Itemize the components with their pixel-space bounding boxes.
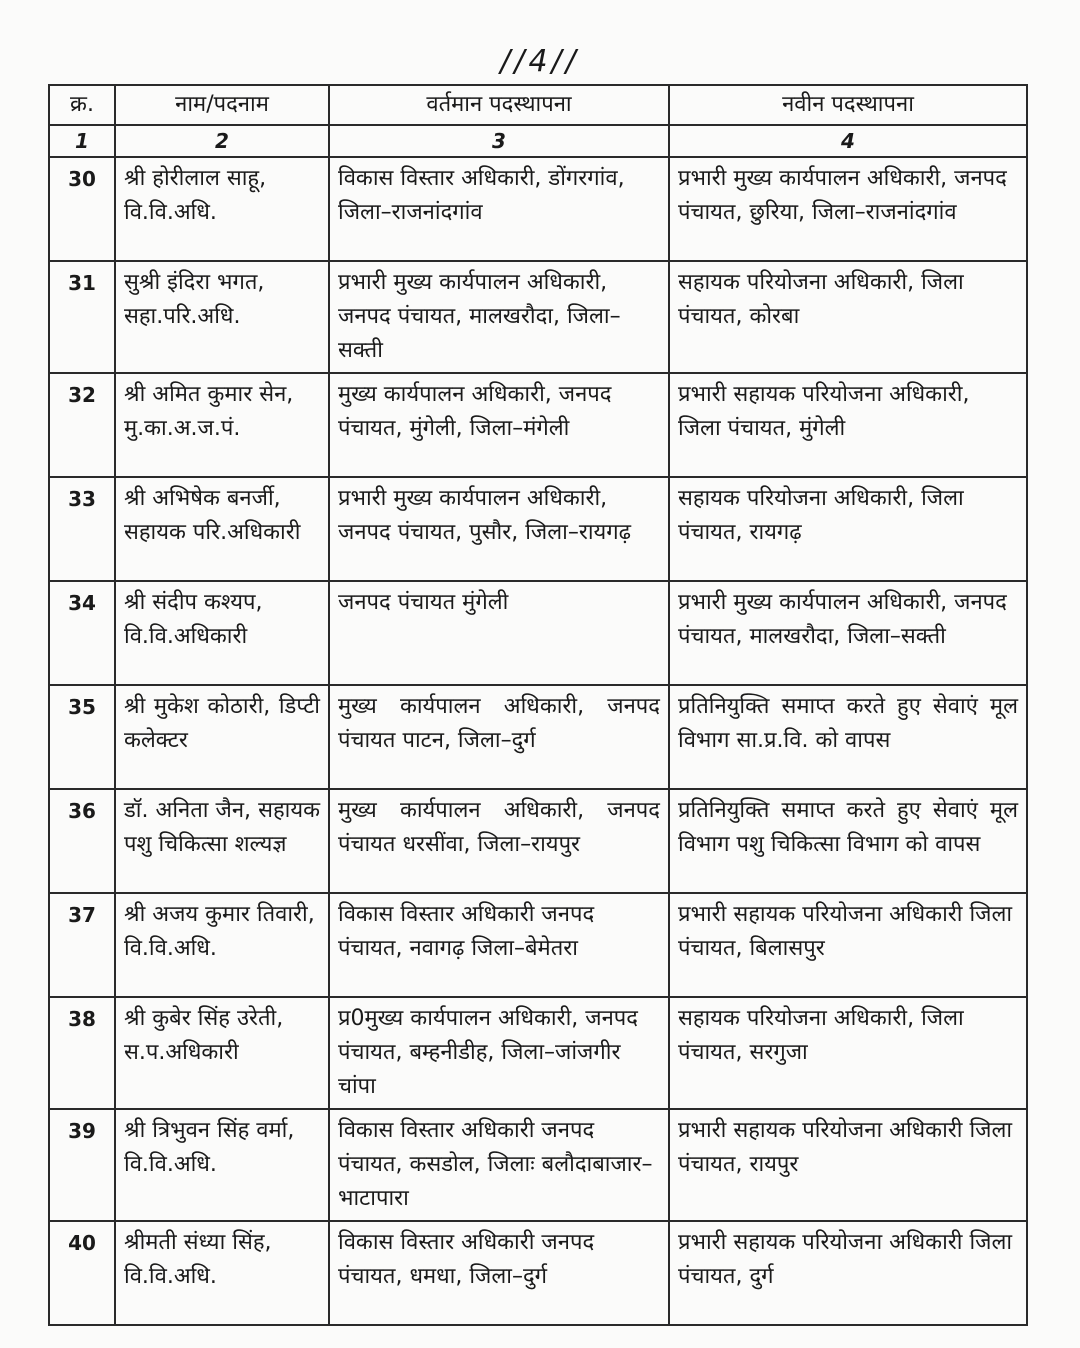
table-row bbox=[49, 157, 1027, 261]
serial-cell: 33 bbox=[49, 477, 115, 581]
table-row bbox=[49, 1221, 1027, 1325]
new-posting-cell: प्रभारी सहायक परियोजना अधिकारी जिला पंचायत, रायपुर bbox=[669, 1109, 1027, 1221]
current-posting-cell: मुख्य कार्यपालन अधिकारी, जनपद पंचायत, मुंगेली, जिला–मंगेली bbox=[329, 373, 669, 477]
new-posting-cell: प्रभारी सहायक परियोजना अधिकारी जिला पंचायत, दुर्ग bbox=[669, 1221, 1027, 1325]
current-posting-cell: मुख्य कार्यपालन अधिकारी, जनपद पंचायत धरसींवा, जिला–रायपुर bbox=[329, 789, 669, 893]
serial-cell: 40 bbox=[49, 1221, 115, 1325]
current-posting-cell: विकास विस्तार अधिकारी, डोंगरगांव, जिला–राजनांदगांव bbox=[329, 157, 669, 261]
table-row bbox=[49, 1109, 1027, 1221]
new-posting-cell: सहायक परियोजना अधिकारी, जिला पंचायत, कोरबा bbox=[669, 261, 1027, 373]
name-cell: श्री संदीप कश्यप, वि.वि.अधिकारी bbox=[115, 581, 329, 685]
table-row bbox=[49, 997, 1027, 1109]
current-posting-cell: विकास विस्तार अधिकारी जनपद पंचायत, नवागढ़ जिला–बेमेतरा bbox=[329, 893, 669, 997]
serial-cell: 34 bbox=[49, 581, 115, 685]
name-cell: श्री होरीलाल साहू, वि.वि.अधि. bbox=[115, 157, 329, 261]
header-row bbox=[49, 85, 1027, 125]
new-posting-cell: प्रतिनियुक्ति समाप्त करते हुए सेवाएं मूल विभाग पशु चिकित्सा विभाग को वापस bbox=[669, 789, 1027, 893]
new-posting-cell: प्रभारी मुख्य कार्यपालन अधिकारी, जनपद पंचायत, मालखरौदा, जिला–सक्ती bbox=[669, 581, 1027, 685]
header-current-posting: वर्तमान पदस्थापना bbox=[329, 85, 669, 125]
header-new-posting: नवीन पदस्थापना bbox=[669, 85, 1027, 125]
column-number: 4 bbox=[669, 125, 1027, 157]
current-posting-cell: विकास विस्तार अधिकारी जनपद पंचायत, कसडोल, जिलाः बलौदाबाजार–भाटापारा bbox=[329, 1109, 669, 1221]
current-posting-cell: प्र0मुख्य कार्यपालन अधिकारी, जनपद पंचायत, बम्हनीडीह, जिला–जांजगीर चांपा bbox=[329, 997, 669, 1109]
header-name: नाम/पदनाम bbox=[115, 85, 329, 125]
serial-cell: 37 bbox=[49, 893, 115, 997]
new-posting-cell: सहायक परियोजना अधिकारी, जिला पंचायत, सरगुजा bbox=[669, 997, 1027, 1109]
current-posting-cell: प्रभारी मुख्य कार्यपालन अधिकारी, जनपद पंचायत, मालखरौदा, जिला–सक्ती bbox=[329, 261, 669, 373]
serial-cell: 38 bbox=[49, 997, 115, 1109]
name-cell: डॉ. अनिता जैन, सहायक पशु चिकित्सा शल्यज्ञ bbox=[115, 789, 329, 893]
name-cell: सुश्री इंदिरा भगत, सहा.परि.अधि. bbox=[115, 261, 329, 373]
serial-cell: 31 bbox=[49, 261, 115, 373]
new-posting-cell: प्रभारी सहायक परियोजना अधिकारी जिला पंचायत, बिलासपुर bbox=[669, 893, 1027, 997]
table-row bbox=[49, 685, 1027, 789]
current-posting-cell: विकास विस्तार अधिकारी जनपद पंचायत, धमधा, जिला–दुर्ग bbox=[329, 1221, 669, 1325]
name-cell: श्री अमित कुमार सेन, मु.का.अ.ज.पं. bbox=[115, 373, 329, 477]
page-number: //4// bbox=[500, 44, 580, 79]
current-posting-cell: प्रभारी मुख्य कार्यपालन अधिकारी, जनपद पंचायत, पुसौर, जिला–रायगढ़ bbox=[329, 477, 669, 581]
table-row bbox=[49, 373, 1027, 477]
table-row bbox=[49, 893, 1027, 997]
serial-cell: 35 bbox=[49, 685, 115, 789]
table-row bbox=[49, 261, 1027, 373]
name-cell: श्री अभिषेक बनर्जी, सहायक परि.अधिकारी bbox=[115, 477, 329, 581]
new-posting-cell: प्रभारी मुख्य कार्यपालन अधिकारी, जनपद पंचायत, छुरिया, जिला–राजनांदगांव bbox=[669, 157, 1027, 261]
new-posting-cell: सहायक परियोजना अधिकारी, जिला पंचायत, रायगढ़ bbox=[669, 477, 1027, 581]
serial-cell: 36 bbox=[49, 789, 115, 893]
column-number: 2 bbox=[115, 125, 329, 157]
serial-cell: 30 bbox=[49, 157, 115, 261]
header-serial: क्र. bbox=[49, 85, 115, 125]
table-row bbox=[49, 581, 1027, 685]
serial-cell: 39 bbox=[49, 1109, 115, 1221]
table-row bbox=[49, 477, 1027, 581]
current-posting-cell: जनपद पंचायत मुंगेली bbox=[329, 581, 669, 685]
new-posting-cell: प्रतिनियुक्ति समाप्त करते हुए सेवाएं मूल विभाग सा.प्र.वि. को वापस bbox=[669, 685, 1027, 789]
current-posting-cell: मुख्य कार्यपालन अधिकारी, जनपद पंचायत पाटन, जिला–दुर्ग bbox=[329, 685, 669, 789]
serial-cell: 32 bbox=[49, 373, 115, 477]
name-cell: श्री मुकेश कोठारी, डिप्टी कलेक्टर bbox=[115, 685, 329, 789]
column-number: 3 bbox=[329, 125, 669, 157]
name-cell: श्रीमती संध्या सिंह, वि.वि.अधि. bbox=[115, 1221, 329, 1325]
name-cell: श्री त्रिभुवन सिंह वर्मा, वि.वि.अधि. bbox=[115, 1109, 329, 1221]
new-posting-cell: प्रभारी सहायक परियोजना अधिकारी, जिला पंचायत, मुंगेली bbox=[669, 373, 1027, 477]
column-number-row bbox=[49, 125, 1027, 157]
table-row bbox=[49, 789, 1027, 893]
name-cell: श्री कुबेर सिंह उरेती, स.प.अधिकारी bbox=[115, 997, 329, 1109]
column-number: 1 bbox=[49, 125, 115, 157]
transfer-table bbox=[48, 84, 1028, 1326]
name-cell: श्री अजय कुमार तिवारी, वि.वि.अधि. bbox=[115, 893, 329, 997]
